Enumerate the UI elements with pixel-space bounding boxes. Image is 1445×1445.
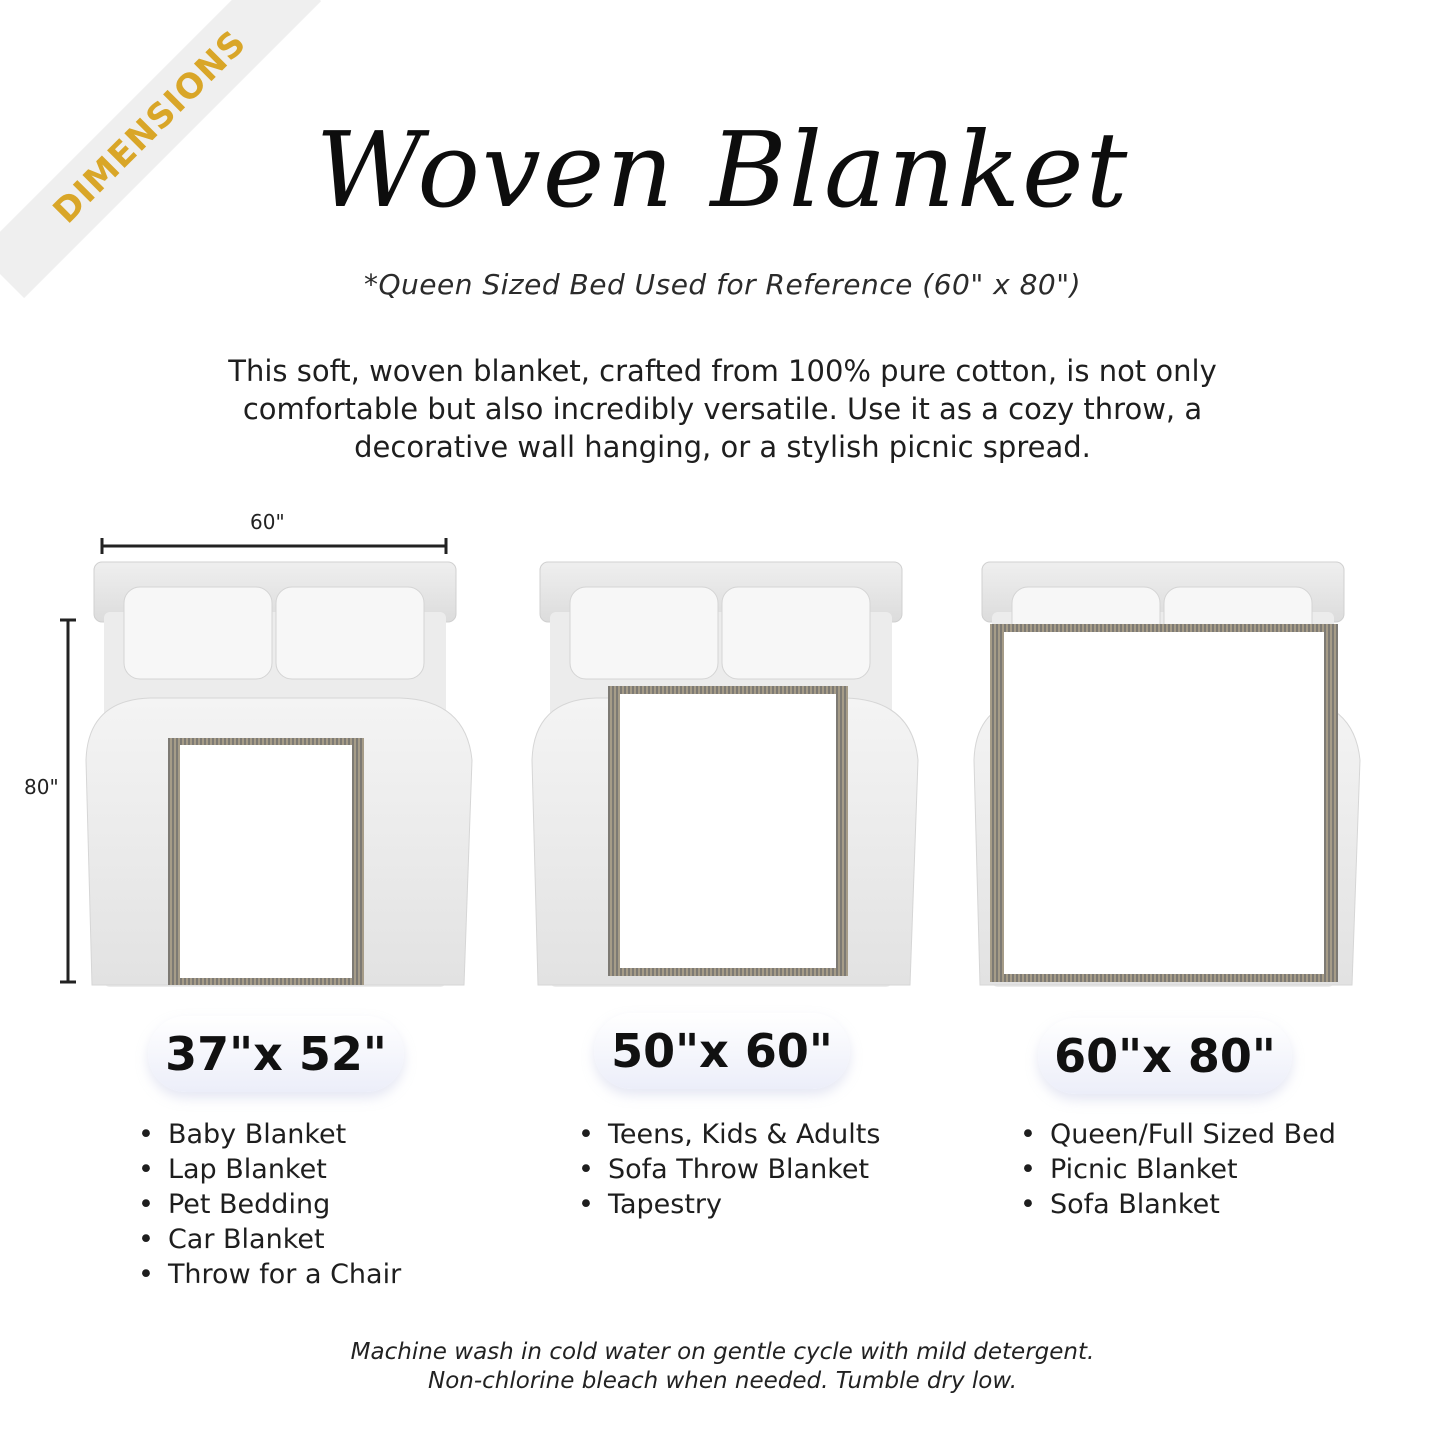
list-item: • Car Blanket	[138, 1222, 401, 1257]
uses-list-50x60	[578, 1117, 880, 1222]
list-item: • Picnic Blanket	[1020, 1152, 1336, 1187]
list-item: • Queen/Full Sized Bed	[1020, 1117, 1336, 1152]
list-item: • Sofa Blanket	[1020, 1187, 1336, 1222]
list-item: • Teens, Kids & Adults	[578, 1117, 880, 1152]
dimensions-badge-text: DIMENSIONS	[45, 22, 255, 232]
bed-width-label: 60"	[250, 510, 285, 534]
size-label: 50"x 60"	[611, 1024, 833, 1078]
size-label: 60"x 80"	[1054, 1029, 1276, 1083]
page-title: Woven Blanket	[315, 109, 1130, 231]
uses-list-60x80	[1020, 1117, 1336, 1222]
list-item: • Pet Bedding	[138, 1187, 401, 1222]
list-item: • Tapestry	[578, 1187, 880, 1222]
list-item: • Baby Blanket	[138, 1117, 401, 1152]
size-badge-60x80	[1038, 1018, 1292, 1094]
list-item: • Sofa Throw Blanket	[578, 1152, 880, 1187]
width-dimension-line	[102, 538, 446, 554]
bed-1	[86, 562, 472, 987]
size-badge-37x52	[148, 1016, 404, 1092]
bed-2	[532, 562, 918, 987]
product-description: This soft, woven blanket, crafted from 100% pure cotton, is not only comfortable but also incredibly versatile. Use it as a cozy throw, a decorative wall hanging, or a stylish picnic spread.	[228, 354, 1217, 464]
bed-height-label: 80"	[24, 775, 59, 799]
list-item: • Throw for a Chair	[138, 1257, 401, 1292]
care-line-1: Machine wash in cold water on gentle cycle with mild detergent.	[350, 1339, 1095, 1365]
list-item: • Lap Blanket	[138, 1152, 401, 1187]
size-label: 37"x 52"	[165, 1027, 387, 1081]
care-line-2: Non-chlorine bleach when needed. Tumble dry low.	[427, 1368, 1018, 1394]
reference-note: *Queen Sized Bed Used for Reference (60" x 80")	[363, 268, 1082, 301]
care-instructions	[0, 1338, 1445, 1396]
bed-3	[974, 562, 1360, 987]
size-badge-50x60	[594, 1013, 850, 1089]
height-dimension-line	[60, 620, 76, 982]
uses-list-37x52	[138, 1117, 401, 1292]
